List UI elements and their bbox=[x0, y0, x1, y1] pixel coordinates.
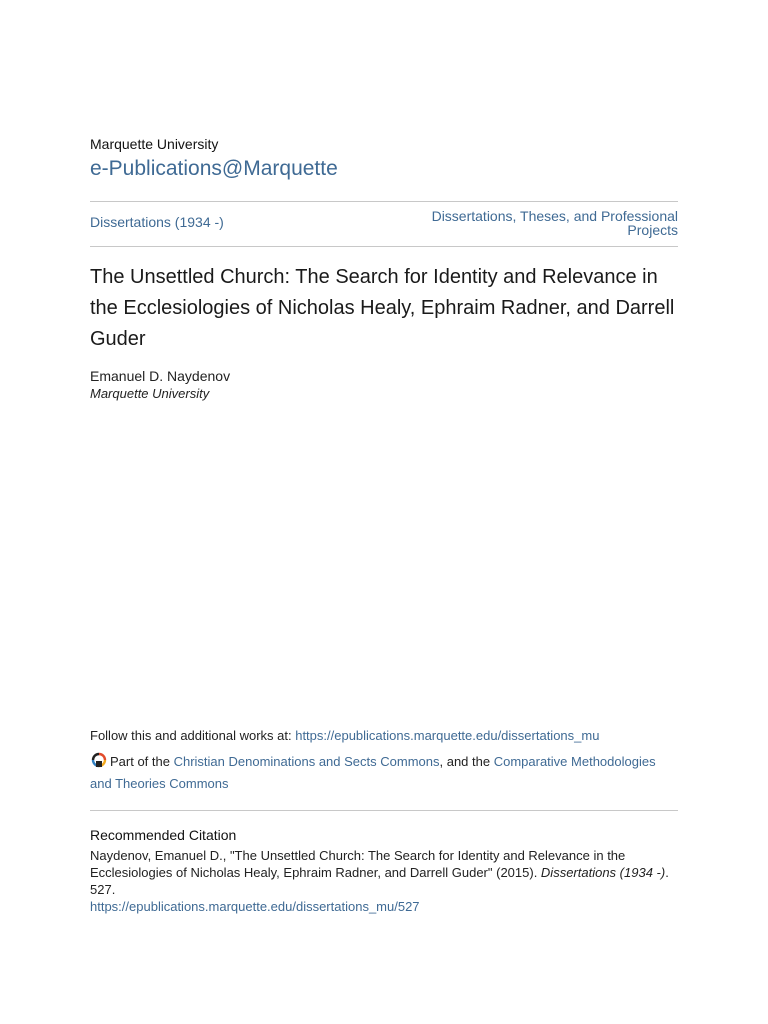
citation-url-link[interactable]: https://epublications.marquette.edu/dissertations_mu/527 bbox=[90, 899, 420, 914]
divider-middle bbox=[90, 246, 678, 247]
part-of-prefix: Part of the bbox=[110, 754, 174, 769]
author-name: Emanuel D. Naydenov bbox=[90, 368, 231, 384]
commons-link-comparative-methodologies[interactable]: Comparative Methodologies and Theories Commons bbox=[90, 754, 656, 791]
commons-link-christian-denominations[interactable]: Christian Denominations and Sects Commons bbox=[173, 754, 440, 769]
divider-top bbox=[90, 201, 678, 202]
citation-series: Dissertations (1934 -) bbox=[540, 865, 666, 880]
collection-link-dissertations[interactable]: Dissertations (1934 -) bbox=[90, 214, 224, 230]
author-affiliation: Marquette University bbox=[90, 386, 210, 401]
institution-name: Marquette University bbox=[90, 136, 219, 152]
citation-text: Naydenov, Emanuel D., "The Unsettled Church: The Search for Identity and Relevance in the Ecclesiologies of Nicholas Healy, Ephraim Radner, and Darrell Guder" (2015). bbox=[90, 848, 626, 880]
follow-prefix: Follow this and additional works at: bbox=[90, 728, 296, 743]
citation-block bbox=[90, 847, 678, 915]
open-access-icon bbox=[90, 752, 108, 770]
follow-url-link[interactable]: https://epublications.marquette.edu/dissertations_mu bbox=[295, 728, 600, 743]
follow-line bbox=[90, 728, 599, 743]
divider-bottom bbox=[90, 810, 678, 811]
part-of-line bbox=[90, 751, 678, 795]
citation-number: . 527. bbox=[90, 865, 669, 897]
document-title: The Unsettled Church: The Search for Identity and Relevance in the Ecclesiologies of Nicholas Healy, Ephraim Radner, and Darrell Guder bbox=[90, 266, 675, 350]
citation-heading: Recommended Citation bbox=[90, 827, 237, 843]
part-of-middle: , and the bbox=[439, 754, 494, 769]
collection-link-dtpp[interactable]: Dissertations, Theses, and Professional Projects bbox=[431, 208, 678, 238]
repository-link[interactable]: e-Publications@Marquette bbox=[90, 157, 338, 180]
